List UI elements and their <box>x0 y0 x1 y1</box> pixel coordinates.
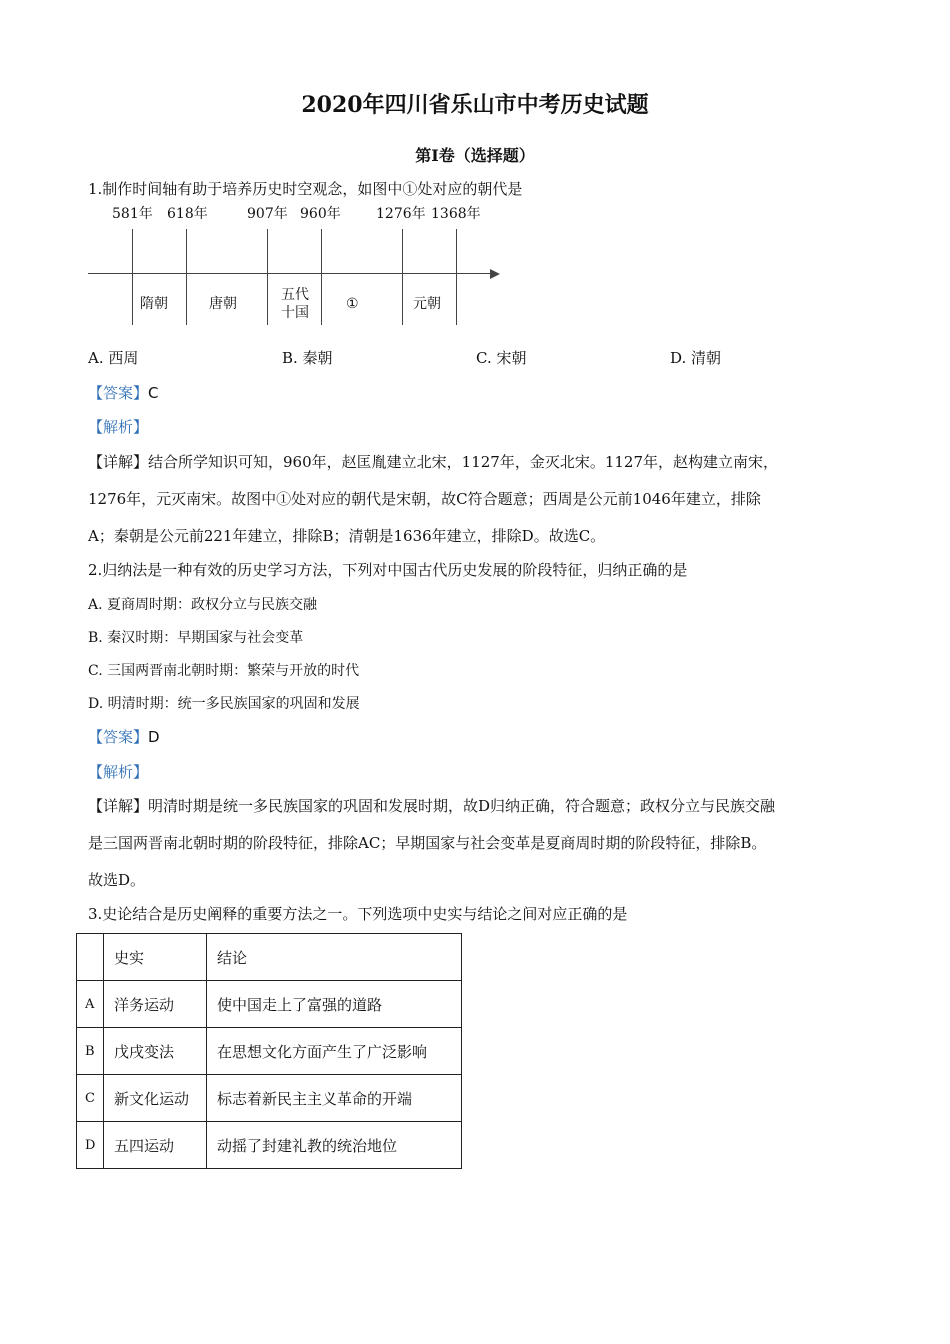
q1-timeline <box>84 203 514 333</box>
q1-option-c: C. 宋朝 <box>476 349 527 367</box>
answer-value: C <box>148 384 159 402</box>
table-cell: 洋务运动 <box>104 981 207 1028</box>
q1-analysis-tag: 【解析】 <box>88 418 149 436</box>
timeline-period: 唐朝 <box>209 296 237 312</box>
q1-detail-line: 1276年，元灭南宋。故图中①处对应的朝代是宋朝，故C符合题意；西周是公元前1046年建立，排除 <box>88 490 761 508</box>
answer-tag: 【答案】 <box>88 728 149 746</box>
table-cell: 动摇了封建礼教的统治地位 <box>207 1122 462 1169</box>
table-cell: B <box>77 1028 104 1075</box>
timeline-arrow <box>490 269 500 279</box>
table-header-row <box>77 934 462 981</box>
q1-answer <box>88 382 159 403</box>
timeline-year: 581年 <box>112 206 153 222</box>
q1-option-b: B. 秦朝 <box>282 349 333 367</box>
timeline-year: 907年 <box>247 206 288 222</box>
table-row <box>77 1075 462 1122</box>
q2-analysis-tag: 【解析】 <box>88 763 149 781</box>
timeline-year: 1276年 <box>376 206 426 222</box>
document-title: 2020年四川省乐山市中考历史试题 <box>301 92 649 118</box>
detail-tag: 【详解】 <box>88 453 149 471</box>
q1-option-a: A. 西周 <box>88 349 139 367</box>
table-cell: 戊戌变法 <box>104 1028 207 1075</box>
timeline-tick <box>186 229 187 325</box>
q2-answer <box>88 726 160 747</box>
q2-option-a: A. 夏商周时期：政权分立与民族交融 <box>88 597 318 613</box>
table-cell: C <box>77 1075 104 1122</box>
timeline-axis <box>88 273 492 274</box>
answer-tag: 【答案】 <box>88 384 149 402</box>
q3-table <box>76 933 462 1169</box>
timeline-tick <box>402 229 403 325</box>
table-header-cell <box>77 934 104 981</box>
q1-detail-line <box>88 451 778 472</box>
answer-value: D <box>148 728 160 746</box>
timeline-tick <box>321 229 322 325</box>
timeline-period: 五代 <box>281 287 309 303</box>
timeline-period: 十国 <box>281 305 309 321</box>
timeline-blank-marker: ① <box>346 296 359 312</box>
table-row <box>77 981 462 1028</box>
table-cell: 标志着新民主主义革命的开端 <box>207 1075 462 1122</box>
q2-detail-line: 故选D。 <box>88 871 146 889</box>
table-cell: 五四运动 <box>104 1122 207 1169</box>
q2-detail-line: 是三国两晋南北朝时期的阶段特征，排除AC；早期国家与社会变革是夏商周时期的阶段特征，排除B。 <box>88 834 767 852</box>
timeline-tick <box>267 229 268 325</box>
q2-stem: 2.归纳法是一种有效的历史学习方法，下列对中国古代历史发展的阶段特征，归纳正确的是 <box>88 561 688 579</box>
timeline-tick <box>132 229 133 325</box>
timeline-tick <box>456 229 457 325</box>
table-cell: 新文化运动 <box>104 1075 207 1122</box>
timeline-period: 元朝 <box>413 296 441 312</box>
q2-option-b: B. 秦汉时期：早期国家与社会变革 <box>88 630 304 646</box>
q1-stem: 1.制作时间轴有助于培养历史时空观念，如图中①处对应的朝代是 <box>88 180 523 198</box>
table-row <box>77 1028 462 1075</box>
q2-option-c: C. 三国两晋南北朝时期：繁荣与开放的时代 <box>88 663 360 679</box>
q2-option-d: D. 明清时期：统一多民族国家的巩固和发展 <box>88 696 360 712</box>
table-cell: 使中国走上了富强的道路 <box>207 981 462 1028</box>
q1-option-d: D. 清朝 <box>670 349 722 367</box>
table-header-cell: 史实 <box>104 934 207 981</box>
timeline-period-multi <box>280 286 310 322</box>
table-cell: A <box>77 981 104 1028</box>
table-cell: 在思想文化方面产生了广泛影响 <box>207 1028 462 1075</box>
detail-text: 明清时期是统一多民族国家的巩固和发展时期，故D归纳正确，符合题意；政权分立与民族交融 <box>148 797 776 815</box>
q1-detail-line: A；秦朝是公元前221年建立，排除B；清朝是1636年建立，排除D。故选C。 <box>88 527 606 545</box>
q2-detail-line <box>88 795 775 816</box>
table-row <box>77 1122 462 1169</box>
timeline-year: 618年 <box>167 206 208 222</box>
timeline-year: 1368年 <box>431 206 481 222</box>
timeline-period: 隋朝 <box>140 296 168 312</box>
section-heading: 第Ⅰ卷（选择题） <box>415 146 535 165</box>
detail-text: 结合所学知识可知，960年，赵匡胤建立北宋，1127年，金灭北宋。1127年，赵构建立南宋， <box>148 453 778 471</box>
q3-stem: 3.史论结合是历史阐释的重要方法之一。下列选项中史实与结论之间对应正确的是 <box>88 905 628 923</box>
timeline-year: 960年 <box>300 206 341 222</box>
table-cell: D <box>77 1122 104 1169</box>
detail-tag: 【详解】 <box>88 797 149 815</box>
table-header-cell: 结论 <box>207 934 462 981</box>
